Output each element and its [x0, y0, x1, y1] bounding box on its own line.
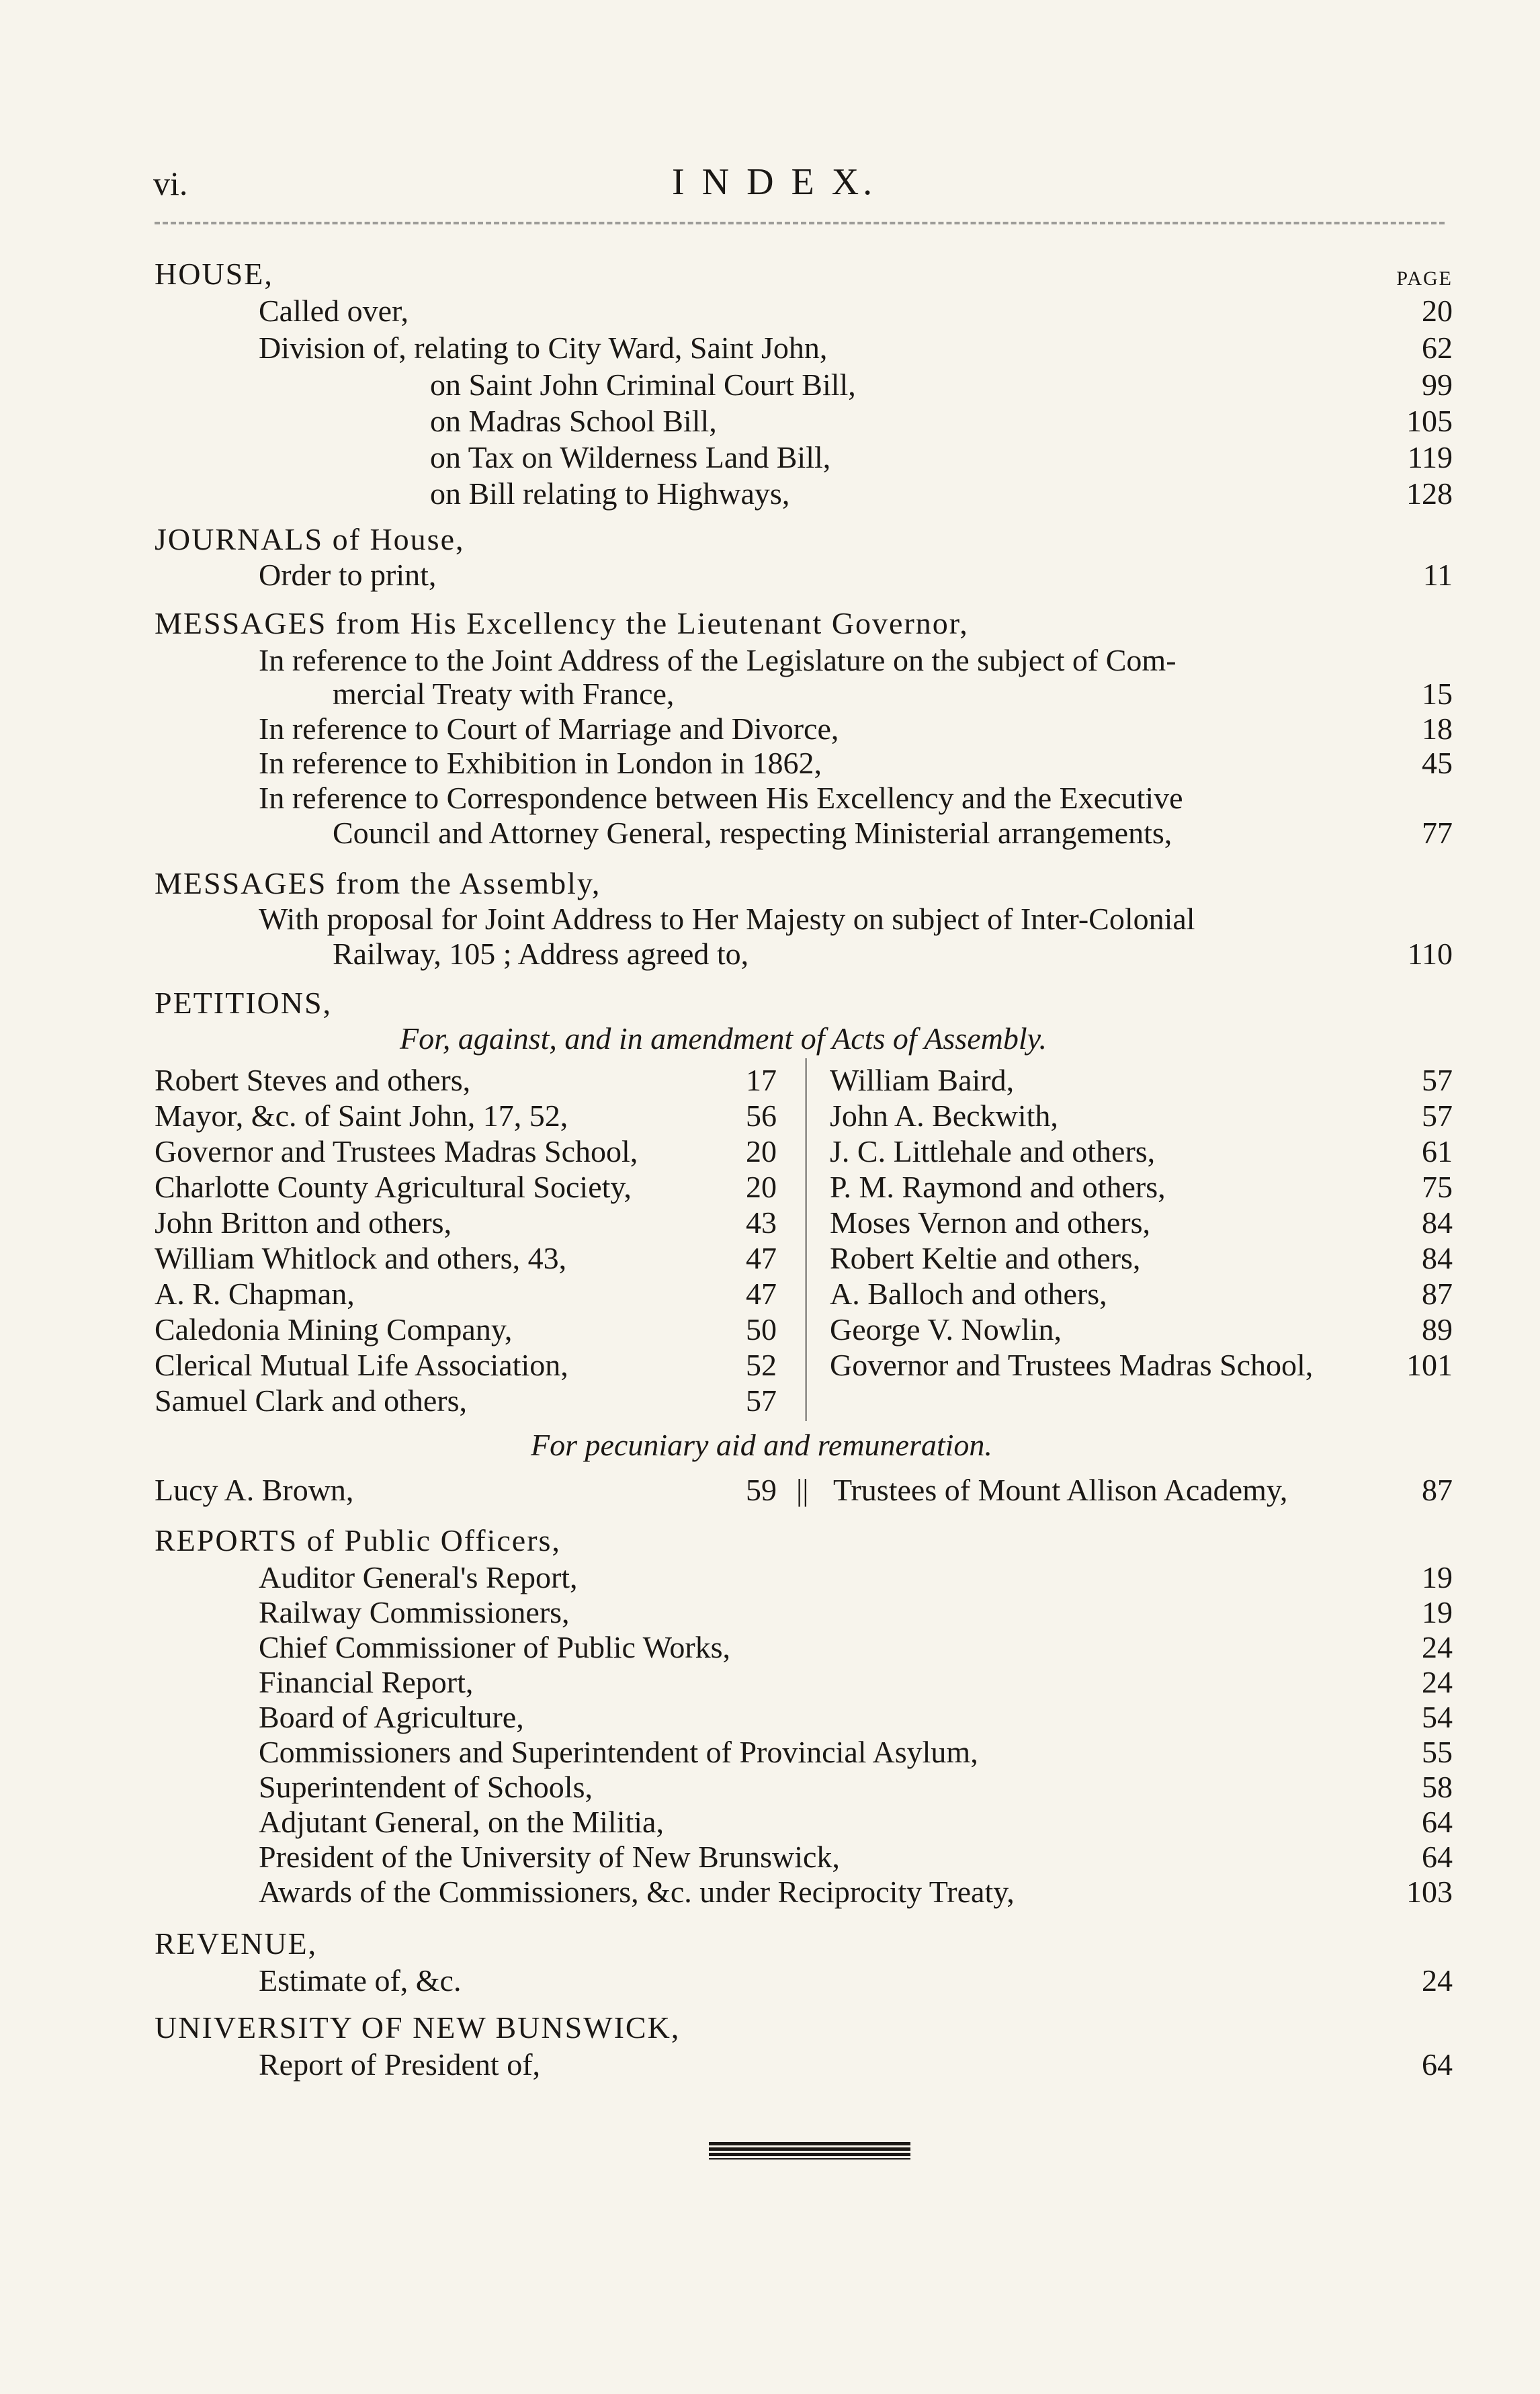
petitioner-name: J. C. Littlehale and others,	[830, 1134, 1156, 1168]
division-item-page: 99	[1422, 368, 1453, 402]
aid-separator: ||	[796, 1473, 809, 1507]
petitioner-name: Moses Vernon and others,	[830, 1205, 1150, 1240]
report-item-page: 24	[1422, 1630, 1453, 1664]
report-item-page: 55	[1422, 1735, 1453, 1769]
petitioner-page: 57	[746, 1383, 777, 1418]
house-called-over-page: 20	[1422, 294, 1453, 328]
university-item-page: 64	[1422, 2047, 1453, 2082]
message-ref-page: 18	[1422, 712, 1453, 746]
message-ref-line: In reference to Exhibition in London in 1862,	[259, 746, 822, 780]
petitioner-name: Governor and Trustees Madras School,	[830, 1348, 1314, 1382]
journals-item-page: 11	[1422, 558, 1453, 592]
petitioner-page: 84	[1422, 1205, 1453, 1240]
division-item-page: 119	[1407, 440, 1453, 474]
house-division: Division of, relating to City Ward, Saint John,	[259, 331, 828, 365]
petitioner-page: 20	[746, 1170, 777, 1204]
petitioner-page: 50	[746, 1312, 777, 1346]
petitioner-page: 84	[1422, 1241, 1453, 1275]
petitioner-name: P. M. Raymond and others,	[830, 1170, 1166, 1204]
division-item-page: 128	[1406, 476, 1453, 511]
report-item: Chief Commissioner of Public Works,	[259, 1630, 731, 1664]
aid-petitioner: Lucy A. Brown,	[155, 1473, 354, 1507]
report-item-page: 19	[1422, 1560, 1453, 1594]
page-number: vi.	[153, 165, 188, 202]
university-item: Report of President of,	[259, 2047, 541, 2082]
petitioner-page: 47	[746, 1277, 777, 1311]
division-item: on Madras School Bill,	[430, 404, 717, 438]
page-title: I N D E X.	[672, 161, 877, 203]
messages-governor-heading: MESSAGES from His Excellency the Lieutenant Governor,	[155, 606, 969, 640]
petitioner-name: Robert Steves and others,	[155, 1063, 471, 1097]
petitioner-name: A. R. Chapman,	[155, 1277, 355, 1311]
header-rule	[155, 222, 1445, 224]
petitioner-name: Charlotte County Agricultural Society,	[155, 1170, 632, 1204]
petitioner-page: 56	[746, 1099, 777, 1133]
petitioner-name: William Baird,	[830, 1063, 1015, 1097]
messages-assembly-heading: MESSAGES from the Assembly,	[155, 866, 601, 900]
petitioner-page: 17	[746, 1063, 777, 1097]
petitioner-page: 75	[1422, 1170, 1453, 1204]
petitioner-page: 43	[746, 1205, 777, 1240]
division-item: on Tax on Wilderness Land Bill,	[430, 440, 831, 474]
petitioner-page: 52	[746, 1348, 777, 1382]
petitioner-page: 47	[746, 1241, 777, 1275]
report-item-page: 19	[1422, 1595, 1453, 1629]
university-heading: UNIVERSITY OF NEW BUNSWICK,	[155, 2010, 681, 2045]
message-ref-line: In reference to the Joint Address of the Legislature on the subject of Com-	[259, 643, 1177, 677]
petitioner-page: 101	[1406, 1348, 1453, 1382]
division-item-page: 105	[1406, 404, 1453, 438]
house-heading: HOUSE,	[155, 257, 273, 291]
assembly-message-page: 110	[1407, 937, 1453, 971]
aid-petitioner: Trustees of Mount Allison Academy,	[833, 1473, 1288, 1507]
petitioner-name: Governor and Trustees Madras School,	[155, 1134, 638, 1168]
petitioner-name: William Whitlock and others, 43,	[155, 1241, 567, 1275]
report-item: Superintendent of Schools,	[259, 1770, 593, 1804]
report-item: Awards of the Commissioners, &c. under Reciprocity Treaty,	[259, 1875, 1015, 1909]
report-item: Board of Agriculture,	[259, 1700, 524, 1734]
petitioner-name: Mayor, &c. of Saint John, 17, 52,	[155, 1099, 568, 1133]
revenue-heading: REVENUE,	[155, 1926, 318, 1961]
report-item: President of the University of New Brunswick,	[259, 1840, 840, 1874]
journals-heading: JOURNALS of House,	[155, 522, 465, 556]
message-ref-line: mercial Treaty with France,	[333, 677, 675, 711]
report-item-page: 54	[1422, 1700, 1453, 1734]
aid-petitioner-page: 87	[1422, 1473, 1453, 1507]
revenue-item-page: 24	[1422, 1963, 1453, 1998]
report-item: Commissioners and Superintendent of Provincial Asylum,	[259, 1735, 978, 1769]
house-division-page: 62	[1422, 331, 1453, 365]
journals-item: Order to print,	[259, 558, 437, 592]
report-item-page: 103	[1406, 1875, 1453, 1909]
petitioner-page: 57	[1422, 1063, 1453, 1097]
report-item: Financial Report,	[259, 1665, 474, 1699]
end-ornament	[709, 2142, 910, 2160]
message-ref-page: 77	[1422, 816, 1453, 850]
assembly-message-line: With proposal for Joint Address to Her Majesty on subject of Inter-Colonial	[259, 902, 1195, 936]
petitioner-page: 20	[746, 1134, 777, 1168]
petitioner-name: John A. Beckwith,	[830, 1099, 1058, 1133]
petitioner-name: A. Balloch and others,	[830, 1277, 1107, 1311]
column-separator	[805, 1058, 810, 1421]
aid-subheading: For pecuniary aid and remuneration.	[531, 1428, 992, 1462]
message-ref-line: Council and Attorney General, respecting Ministerial arrangements,	[333, 816, 1172, 850]
revenue-item: Estimate of, &c.	[259, 1963, 462, 1998]
division-item: on Bill relating to Highways,	[430, 476, 790, 511]
report-item-page: 64	[1422, 1805, 1453, 1839]
message-ref-line: In reference to Court of Marriage and Divorce,	[259, 712, 839, 746]
report-item: Auditor General's Report,	[259, 1560, 578, 1594]
division-item: on Saint John Criminal Court Bill,	[430, 368, 856, 402]
message-ref-page: 45	[1422, 746, 1453, 780]
petitioner-page: 89	[1422, 1312, 1453, 1346]
report-item-page: 64	[1422, 1840, 1453, 1874]
petitions-subheading: For, against, and in amendment of Acts of Assembly.	[400, 1021, 1047, 1056]
message-ref-line: In reference to Correspondence between His Excellency and the Executive	[259, 781, 1183, 815]
petitioner-name: Samuel Clark and others,	[155, 1383, 468, 1418]
petitioner-page: 61	[1422, 1134, 1453, 1168]
reports-heading: REPORTS of Public Officers,	[155, 1523, 561, 1557]
petitioner-name: Caledonia Mining Company,	[155, 1312, 513, 1346]
aid-petitioner-page: 59	[746, 1473, 777, 1507]
message-ref-page: 15	[1422, 677, 1453, 711]
assembly-message-line: Railway, 105 ; Address agreed to,	[333, 937, 749, 971]
page-column-label: PAGE	[1396, 267, 1453, 290]
report-item-page: 58	[1422, 1770, 1453, 1804]
petitions-heading: PETITIONS,	[155, 986, 333, 1020]
petitioner-name: John Britton and others,	[155, 1205, 452, 1240]
report-item: Adjutant General, on the Militia,	[259, 1805, 664, 1839]
petitioner-page: 87	[1422, 1277, 1453, 1311]
petitioner-name: George V. Nowlin,	[830, 1312, 1062, 1346]
report-item-page: 24	[1422, 1665, 1453, 1699]
report-item: Railway Commissioners,	[259, 1595, 570, 1629]
petitioner-page: 57	[1422, 1099, 1453, 1133]
house-called-over: Called over,	[259, 294, 409, 328]
petitioner-name: Robert Keltie and others,	[830, 1241, 1141, 1275]
petitioner-name: Clerical Mutual Life Association,	[155, 1348, 568, 1382]
